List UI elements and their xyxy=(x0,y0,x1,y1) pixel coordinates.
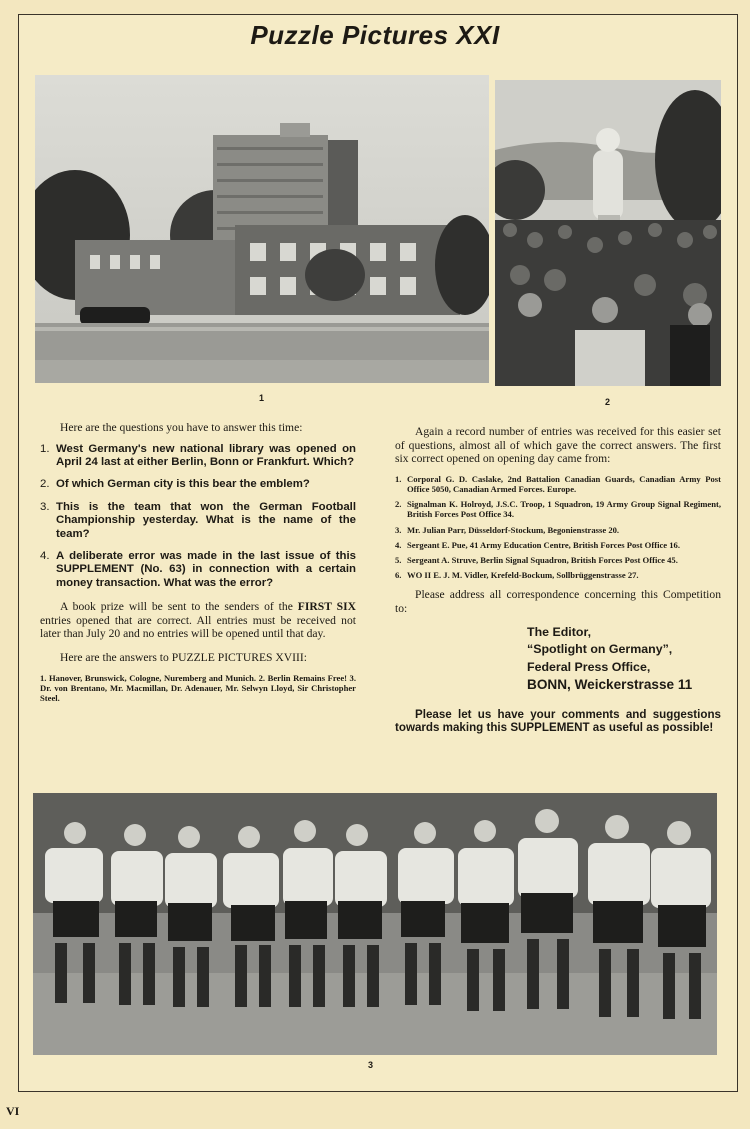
question-item: 2. Of which German city is this bear the emblem? xyxy=(40,478,310,491)
photo1-caption: 1 xyxy=(259,393,265,403)
winners-intro: Again a record number of entries was received for this easier set of questions, almost all of which gave the correct answers. The first six correct opened on opening day came from: xyxy=(395,425,721,466)
winner-item: 3. Mr. Julian Parr, Düsseldorf-Stockum, Begonienstrasse 20. xyxy=(395,524,620,535)
winner-list xyxy=(395,474,721,581)
prize-paragraph: A book prize will be sent to the senders of the FIRST SIX entries opened that are correct. All entries must be received not later than July 20 and no entries will be opened until that day. xyxy=(40,600,356,641)
winner-item: 5. Sergeant A. Struve, Berlin Signal Squadron, British Forces Post Office 45. xyxy=(395,555,678,565)
photo-football-team xyxy=(33,793,717,1055)
answers-intro: Here are the answers to PUZZLE PICTURES XVIII: xyxy=(60,651,307,665)
photo2-caption: 2 xyxy=(605,397,611,407)
address-line: BONN, Weickerstrasse 11 xyxy=(527,677,693,693)
address-line: The Editor, xyxy=(527,624,592,639)
address-line: Federal Press Office, xyxy=(527,659,651,674)
photo-library-building xyxy=(35,75,489,383)
right-column xyxy=(395,425,721,742)
page-number: VI xyxy=(6,1104,20,1118)
closing-note: Please let us have your comments and suggestions towards making this SUPPLEMENT as useful as possible! xyxy=(395,707,721,734)
page-title: Puzzle Pictures XXI xyxy=(250,20,500,50)
editor-address xyxy=(527,624,721,694)
address-line: “Spotlight on Germany”, xyxy=(527,642,673,657)
question-list xyxy=(40,443,356,591)
answers-text: 1. Hanover, Brunswick, Cologne, Nuremberg and Munich. 2. Berlin Remains Free! 3. Dr. von Brentano, Mr. Macmillan, Dr. Adenauer, Mr. Selwyn Lloyd, Sir Christopher Steel. xyxy=(40,672,356,704)
question-item: 3. This is the team that won the German Football Championship yesterday. What is the name of the team? xyxy=(40,500,356,540)
left-column xyxy=(40,421,356,714)
address-intro: Please address all correspondence concerning this Competition to: xyxy=(395,588,721,615)
questions-intro: Here are the questions you have to answer this time: xyxy=(60,421,303,434)
photo3-caption: 3 xyxy=(368,1060,374,1070)
winner-item: 6. WO II E. J. M. Vidler, Krefeld-Bockum, Sollbrüggenstrasse 27. xyxy=(395,570,639,581)
question-item: 4. A deliberate error was made in the last issue of this SUPPLEMENT (No. 63) in connection with a certain money transaction. What was the error? xyxy=(40,550,356,589)
winner-item: 4. Sergeant E. Pue, 41 Army Education Centre, British Forces Post Office 16. xyxy=(395,539,680,550)
photo-bear-statue xyxy=(495,80,721,386)
question-item: 1. West Germany's new national library was opened on April 24 last at either Berlin, Bonn or Frankfurt. Which? xyxy=(40,442,356,468)
winner-item: 1. Corporal G. D. Caslake, 2nd Battalion Canadian Guards, Canadian Army Post Office 5050, Canadian Armed Forces. Europe. xyxy=(395,473,721,494)
winner-item: 2. Signalman K. Holroyd, J.S.C. Troop, 1 Squadron, 19 Army Group Signal Regiment, British Forces Post Office 34. xyxy=(395,499,721,520)
